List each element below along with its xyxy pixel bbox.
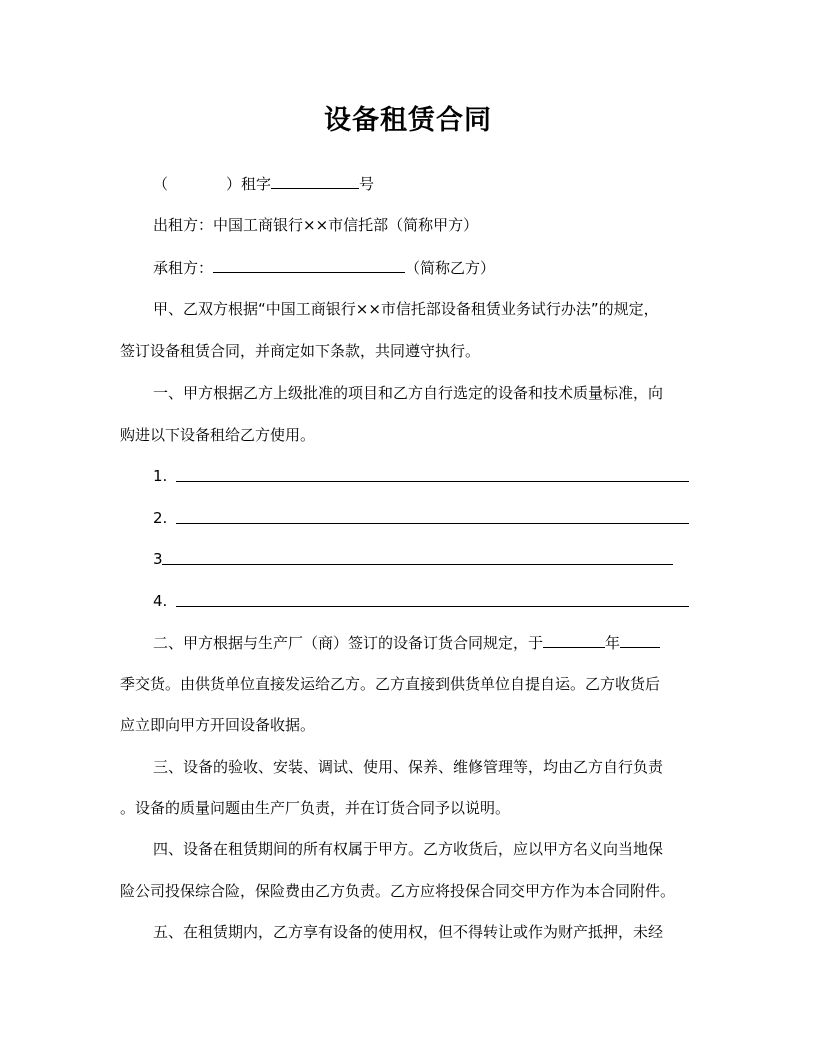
year-word: 年 bbox=[605, 634, 621, 652]
clause-3-line-1: 三、设备的验收、安装、调试、使用、保养、维修管理等，均由乙方自行负责 bbox=[153, 758, 664, 776]
item-blank-2[interactable] bbox=[176, 523, 689, 524]
clause-4-line-2: 险公司投保综合险，保险费由乙方负责。乙方应将投保合同交甲方作为本合同附件。 bbox=[120, 882, 676, 900]
lessee-line bbox=[153, 257, 495, 278]
clause-2-line-1 bbox=[153, 632, 660, 653]
item-number-4: 4. bbox=[153, 592, 168, 610]
item-number-2: 2. bbox=[153, 509, 168, 527]
open-paren: （ bbox=[153, 175, 169, 193]
rent-word: ）租字 bbox=[226, 175, 272, 193]
clause-2-line-3: 应立即向甲方开回设备收据。 bbox=[120, 716, 316, 734]
delivery-year-blank[interactable] bbox=[543, 632, 605, 648]
intro-line-2: 签订设备租赁合同，并商定如下条款，共同遵守执行。 bbox=[120, 342, 481, 360]
item-blank-3[interactable] bbox=[162, 564, 673, 565]
document-title: 设备租赁合同 bbox=[324, 105, 492, 136]
clause-2-prefix: 二、甲方根据与生产厂（商）签订的设备订货合同规定，于 bbox=[153, 634, 544, 652]
lessee-label: 承租方： bbox=[153, 259, 214, 277]
item-number-1: 1. bbox=[153, 467, 168, 485]
clause-3-line-2: 。设备的质量问题由生产厂负责，并在订货合同予以说明。 bbox=[120, 799, 511, 817]
clause-1-line-2: 购进以下设备租给乙方使用。 bbox=[120, 426, 316, 444]
lessee-name-blank[interactable] bbox=[213, 257, 405, 273]
contract-number-line bbox=[153, 173, 374, 194]
contract-number-blank[interactable] bbox=[271, 173, 359, 189]
lessor-line: 出租方：中国工商银行××市信托部（简称甲方） bbox=[153, 216, 479, 234]
lessee-suffix: （简称乙方） bbox=[405, 259, 496, 277]
clause-4-line-1: 四、设备在租赁期间的所有权属于甲方。乙方收货后，应以甲方名义向当地保 bbox=[153, 840, 664, 858]
clause-1-line-1: 一、甲方根据乙方上级批准的项目和乙方自行选定的设备和技术质量标准，向 bbox=[153, 384, 664, 402]
clause-5-line-1: 五、在租赁期内，乙方享有设备的使用权，但不得转让或作为财产抵押，未经 bbox=[153, 923, 664, 941]
delivery-season-blank[interactable] bbox=[620, 632, 660, 648]
item-blank-1[interactable] bbox=[176, 481, 689, 482]
item-number-3: 3 bbox=[153, 550, 163, 568]
number-suffix: 号 bbox=[359, 175, 375, 193]
clause-2-line-2: 季交货。由供货单位直接发运给乙方。乙方直接到供货单位自提自运。乙方收货后 bbox=[120, 675, 661, 693]
item-blank-4[interactable] bbox=[176, 606, 689, 607]
intro-line-1: 甲、乙双方根据“中国工商银行××市信托部设备租赁业务试行办法”的规定， bbox=[153, 300, 659, 318]
